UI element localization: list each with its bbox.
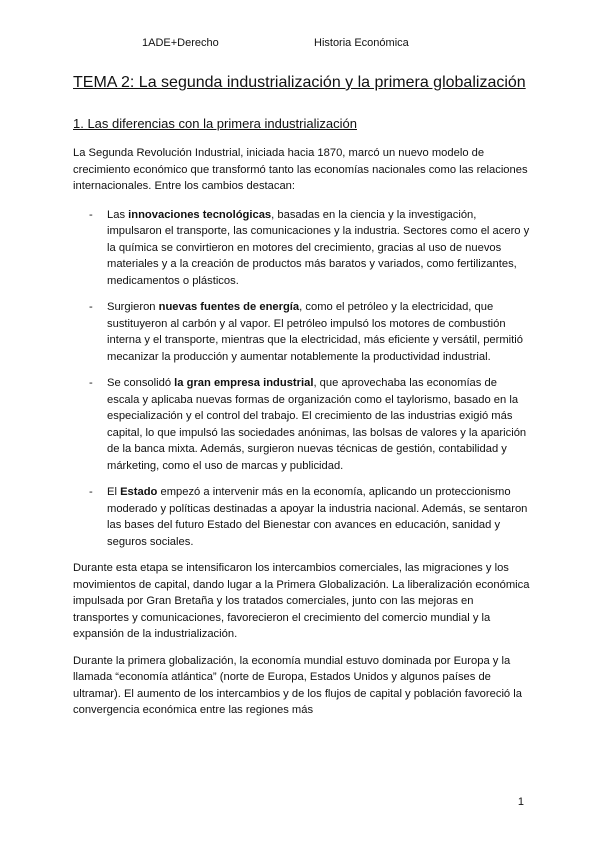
bullet-dash: - — [89, 301, 93, 313]
list-item-post: , como el petróleo y la electricidad, que sustituyeron al carbón y al vapor. El petróleo impulsó los motores de combustión interna y el transporte, mientras que la electricidad, más eficiente y versátil, permitió mecanizar la producción y aumentar notablemente la productividad industrial. — [107, 301, 523, 363]
list-item-post: , basadas en la ciencia y la investigación, impulsaron el transporte, las comunicaciones y la industria. Sectores como el acero y la química se convirtieron en motores del crecimiento, gracias al uso de nuevos materiales y a la creación de productos más baratos y variados, como fertilizantes, medicamentos o plásticos. — [107, 208, 530, 287]
page-title: TEMA 2: La segunda industrialización y la primera globalización — [73, 74, 526, 91]
list-item-pre: Las — [107, 208, 129, 221]
intro-paragraph: La Segunda Revolución Industrial, iniciada hacia 1870, marcó un nuevo modelo de crecimiento económico que transformó tanto las economías nacionales como las relaciones internacionales. Entre los cambios destacan: — [73, 147, 528, 192]
bullet-dash: - — [89, 377, 93, 389]
list-item-post: , que aprovechaba las economías de escala y aplicaba nuevas formas de organización como el taylorismo, basado en la especialización y el control del trabajo. El crecimiento de las industrias exigió más capital, lo que impulsó las sociedades anónimas, las bolsas de valores y la aparición de la banca mixta. Además, surgieron nuevas técnicas de gestión, contabilidad y márketing, como el uso de marcas y publicidad. — [107, 377, 527, 472]
list-item-bold: nuevas fuentes de energía — [158, 301, 300, 313]
list-item-pre: El — [107, 486, 121, 498]
header-course: 1ADE+Derecho — [142, 37, 219, 49]
bullet-dash: - — [89, 486, 93, 498]
list-item — [73, 375, 531, 474]
bullet-dash: - — [89, 208, 93, 221]
changes-list — [73, 207, 531, 551]
section-heading: 1. Las diferencias con la primera industrialización — [73, 116, 357, 131]
body-paragraph: Durante esta etapa se intensificaron los intercambios comerciales, las migraciones y los movimientos de capital, dando lugar a la Primera Globalización. La liberalización económica impulsada por Gran Bretaña y los tratados comerciales, junto con las mejoras en transportes y comunicaciones, favorecieron el crecimiento del comercio mundial y la expansión de la industrialización. — [73, 562, 530, 640]
list-item-pre: Surgieron — [107, 301, 159, 313]
list-item-bold: Estado — [120, 486, 158, 498]
list-item — [73, 484, 531, 550]
document-body — [73, 72, 531, 729]
header-subject: Historia Económica — [314, 37, 409, 49]
body-paragraph: Durante la primera globalización, la economía mundial estuvo dominada por Europa y la llamada “economía atlántica” (norte de Europa, Estados Unidos y algunos países de ultramar). El aumento de los intercambios y de los flujos de capital y población favoreció la convergencia económica entre las regiones más — [73, 654, 522, 716]
list-item — [73, 299, 531, 365]
list-item-bold: innovaciones tecnológicas — [128, 208, 272, 221]
list-item — [73, 207, 531, 290]
list-item-bold: la gran empresa industrial — [174, 377, 314, 389]
page-number: 1 — [517, 796, 524, 808]
page-header — [0, 37, 600, 53]
list-item-post: empezó a intervenir más en la economía, aplicando un proteccionismo moderado y políticas destinadas a apoyar la industria nacional. Además, se sentaron las bases del futuro Estado del Bienestar con avances en educación, sanidad y seguros sociales. — [107, 486, 528, 548]
list-item-pre: Se consolidó — [107, 377, 175, 389]
